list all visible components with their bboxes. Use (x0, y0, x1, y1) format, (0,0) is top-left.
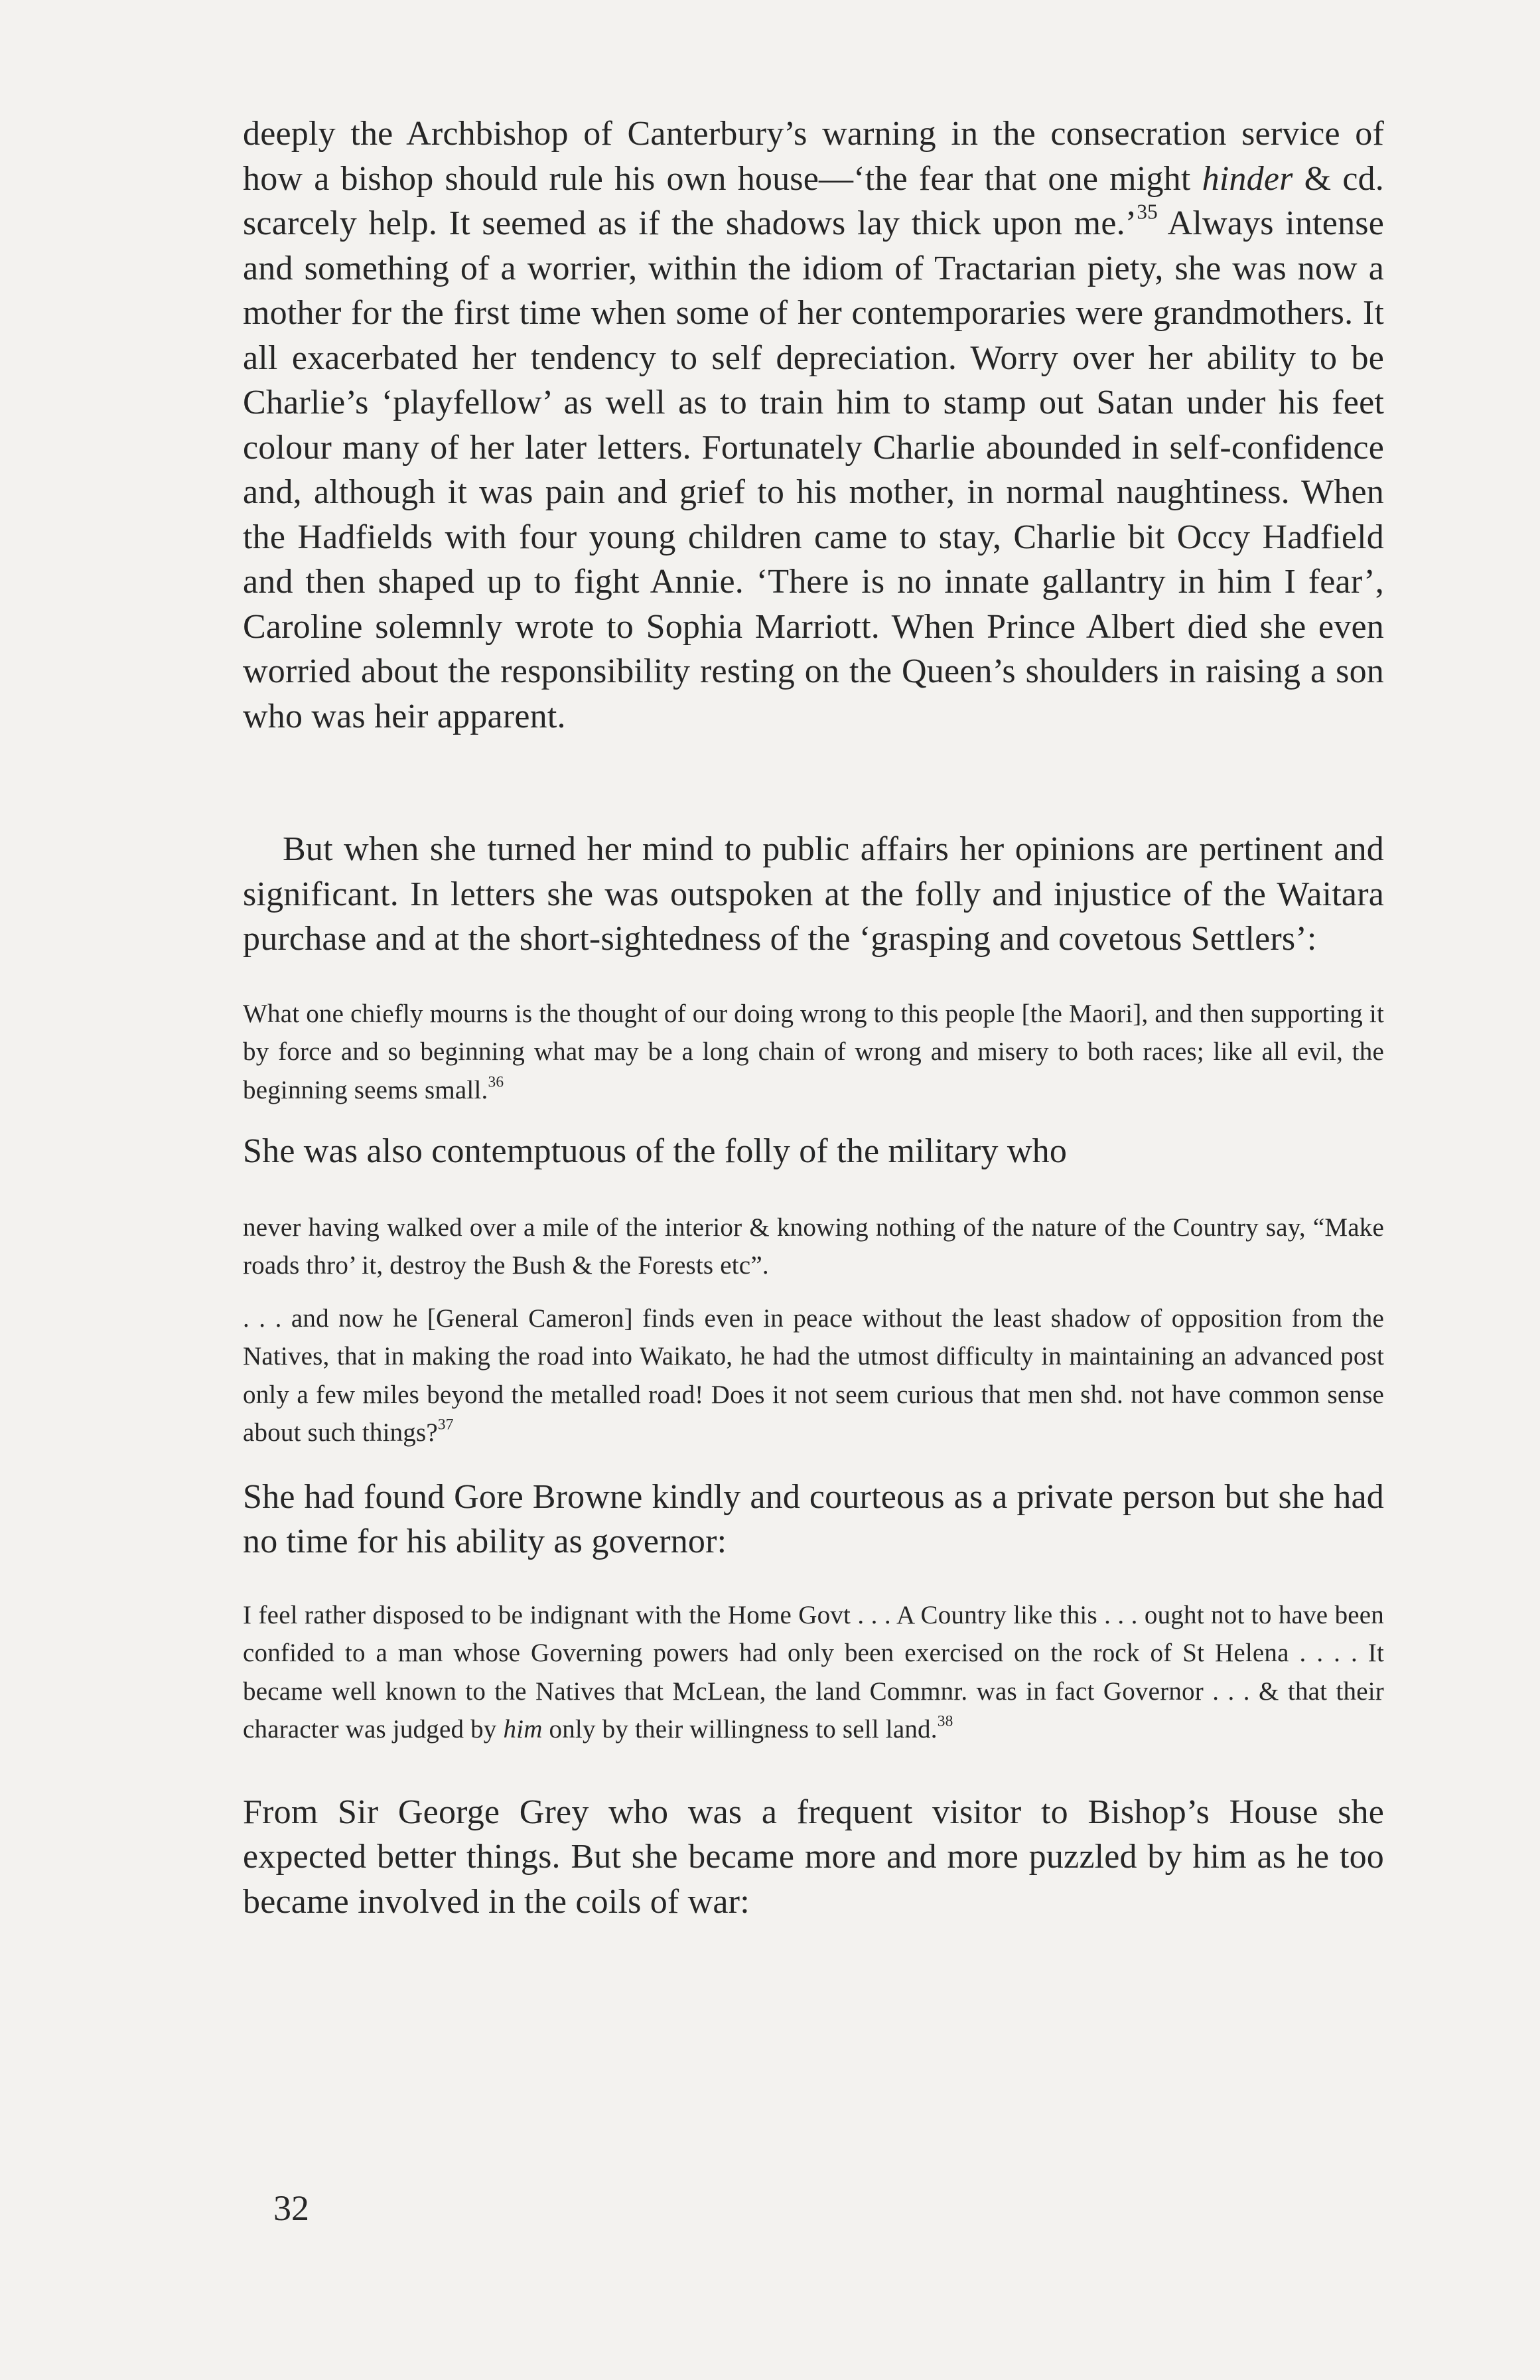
paragraph-1-text-c: Always intense and something of a worrier, within the idiom of Tractarian piety, she was now a mother for the first time when some of her contemporaries were grandmothers. It all exacerbated her tendency to self depreciation. Worry over her ability to be Charlie’s ‘playfellow’ as well as to train him to stamp out Satan under his feet colour many of her later letters. Fortunately Charlie abounded in self-confidence and, although it was pain and grief to his mother, in normal naughtiness. When the Hadfields with four young children came to stay, Charlie bit Occy Hadfield and then shaped up to fight Annie. ‘There is no innate gallantry in him I fear’, Caroline solemnly wrote to Sophia Marriott. When Prince Albert died she even worried about the responsibility resting on the Queen’s shoulders in raising a son who was heir apparent. (243, 204, 1384, 735)
block-quote-4-text-a: I feel rather disposed to be indignant with the Home Govt . . . A Country like this . . . ought not to have been confided to a man whose Governing powers had only been exercised on the rock of St Helena . . . . It became well known to the Natives that McLean, the land Commnr. was in fact Governor . . . & that their character was judged by (243, 1600, 1384, 1744)
block-quote-3-text: . . . and now he [General Cameron] finds even in peace without the least shadow of opposition from the Natives, that in making the road into Waikato, he had the utmost difficulty in maintaining an advanced post only a few miles beyond the metalled road! Does it not seem curious that men shd. not have common sense about such things? (243, 1303, 1384, 1447)
block-quote-4-text-b: only by their willingness to sell land. (542, 1715, 938, 1744)
paragraph-4: She had found Gore Browne kindly and courteous as a private person but she had no time for his ability as governor: (243, 1477, 1384, 1560)
footnote-ref-38: 38 (937, 1712, 953, 1730)
paragraph-1-text-a: deeply the Archbishop of Canterbury’s warning in the consecration service of how a bishop should rule his own house—‘the fear that one might (243, 115, 1384, 198)
footnote-ref-36: 36 (488, 1073, 504, 1090)
page-text (243, 112, 1384, 1924)
block-quote-3 (243, 1300, 1384, 1452)
block-quote-1-text: What one chiefly mourns is the thought of our doing wrong to this people [the Maori], and then supporting it by force and so beginning what may be a long chain of wrong and misery to both races; like all evil, the beginning seems small. (243, 999, 1384, 1104)
footnote-ref-37: 37 (437, 1416, 454, 1434)
block-quote-4-italic: him (503, 1715, 543, 1744)
paragraph-3: She was also contemptuous of the folly of the military who (243, 1132, 1068, 1170)
paragraph-2: But when she turned her mind to public affairs her opinions are pertinent and significant. In letters she was outspoken at the folly and injustice of the Waitara purchase and at the short-sightedness of the ‘grasping and covetous Settlers’: (243, 830, 1384, 958)
paragraph-1 (243, 112, 1384, 828)
block-quote-2: never having walked over a mile of the interior & knowing nothing of the nature of the Country say, “Make roads thro’ it, destroy the Bush & the Forests etc”. (243, 1213, 1384, 1280)
paragraph-1-text-b: & cd. scarcely help. It seemed as if the shadows lay thick upon me.’ (243, 159, 1384, 242)
paragraph-1-italic: hinder (1202, 159, 1293, 198)
footnote-ref-35: 35 (1137, 200, 1158, 224)
paragraph-5: From Sir George Grey who was a frequent visitor to Bishop’s House she expected better things. But she became more and more puzzled by him as he too became involved in the coils of war: (243, 1793, 1384, 1921)
block-quote-4 (243, 1596, 1384, 1749)
page-number: 32 (273, 2188, 309, 2228)
block-quote-1 (243, 995, 1384, 1110)
